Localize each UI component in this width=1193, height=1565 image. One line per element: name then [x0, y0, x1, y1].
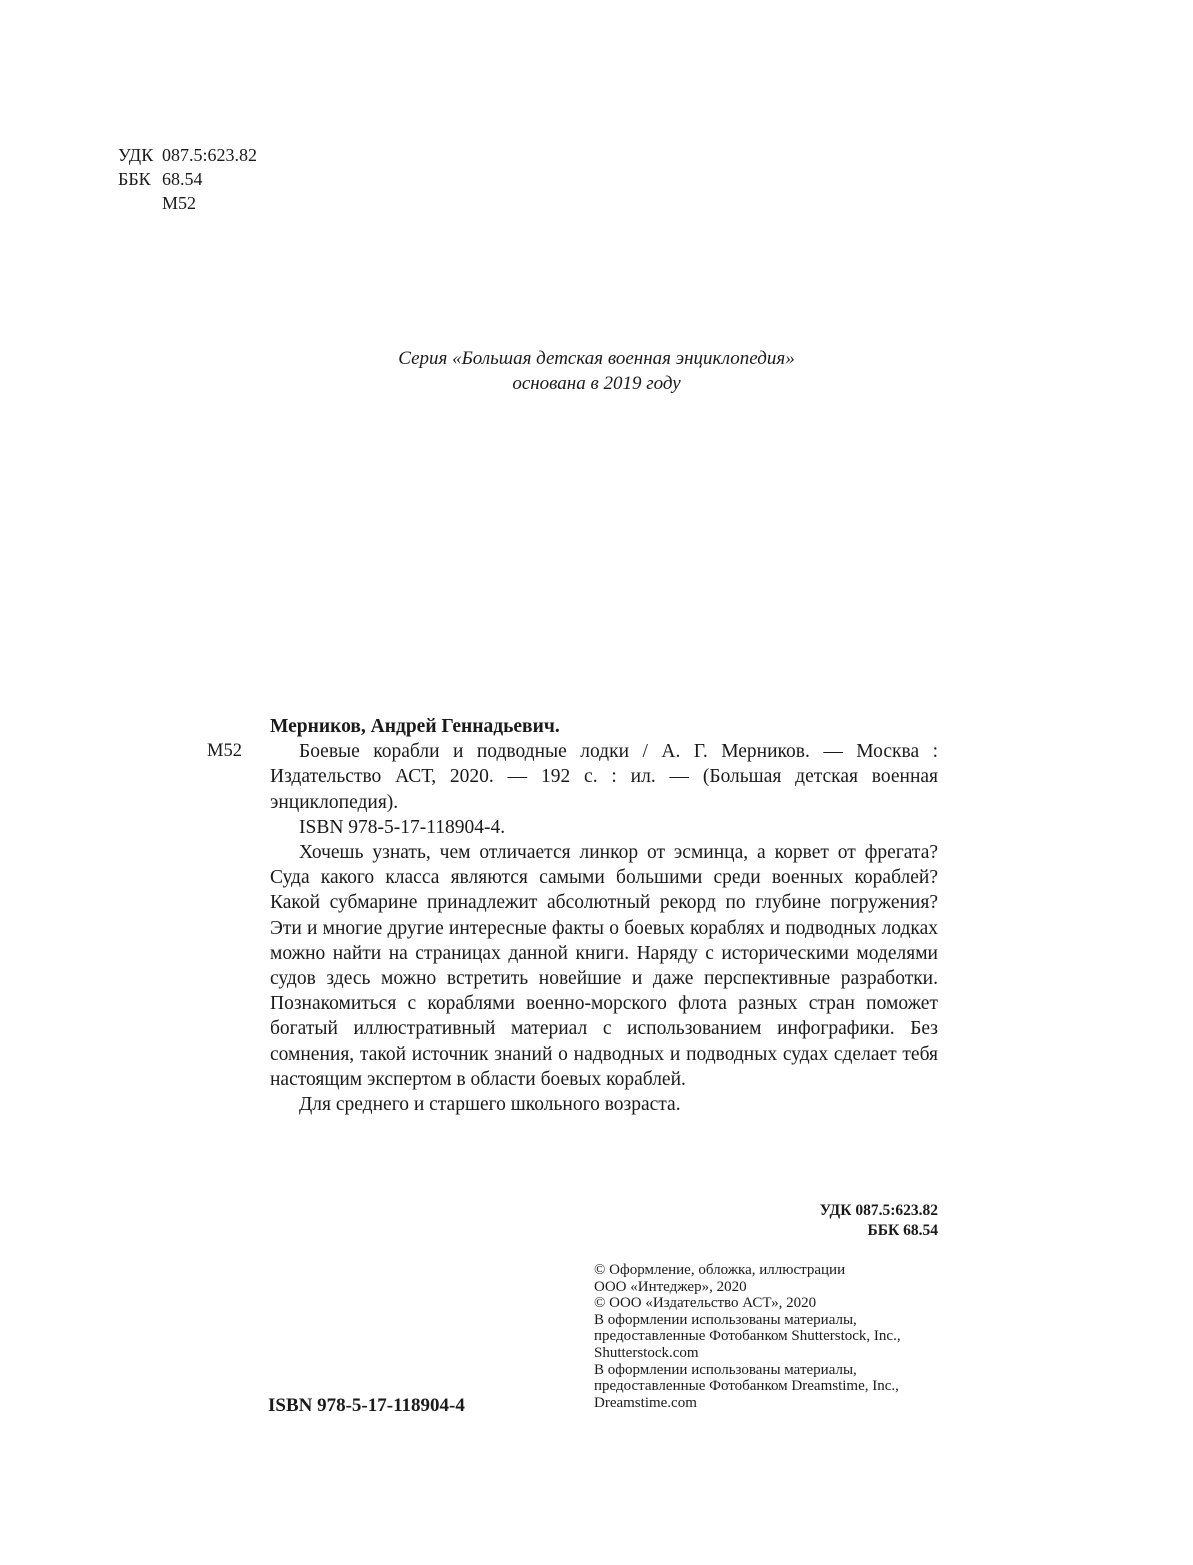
bbk-value: 68.54	[162, 169, 203, 189]
copyright-line: Shutterstock.com	[594, 1344, 699, 1361]
udk-value: 087.5:623.82	[162, 145, 258, 165]
udk-top-line	[118, 143, 257, 167]
isbn-bottom: ISBN 978-5-17-118904-4	[268, 1395, 465, 1416]
series-line-2: основана в 2019 году	[512, 373, 681, 394]
bbk-label: ББК	[118, 169, 151, 189]
copyright-block	[594, 1262, 954, 1411]
copyright-line: предоставленные Фотобанком Shutterstock, Inc.,	[594, 1328, 901, 1345]
bibliographic-record	[270, 714, 938, 1117]
copyright-line: ООО «Интеджер», 2020	[594, 1278, 747, 1295]
copyright-line: В оформлении использованы материалы,	[594, 1311, 857, 1328]
copyright-line: предоставленные Фотобанком Dreamstime, Inc.,	[594, 1378, 899, 1395]
author-mark-left: М52	[207, 741, 242, 761]
udk-label: УДК	[118, 145, 154, 165]
record-description: Боевые корабли и подводные лодки / А. Г. Мерников. — Москва : Издательство АСТ, 2020. — 192 с. : ил. — (Большая детская военная энциклопедия).	[270, 741, 938, 813]
bbk-top-line	[118, 167, 203, 191]
series-line-1: Серия «Большая детская военная энциклопедия»	[398, 348, 795, 369]
author-mark-top: М52	[162, 193, 197, 213]
copyright-line: В оформлении использованы материалы,	[594, 1361, 857, 1378]
bbk-bottom: ББК 68.54	[867, 1222, 938, 1239]
author-heading: Мерников, Андрей Геннадьевич.	[270, 716, 560, 737]
audience-note: Для среднего и старшего школьного возраста.	[299, 1094, 681, 1116]
copyright-line: © ООО «Издательство АСТ», 2020	[594, 1295, 817, 1312]
copyright-line: © Оформление, обложка, иллюстрации	[594, 1262, 846, 1278]
annotation: Хочешь узнать, чем отличается линкор от эсминца, а корвет от фрегата? Суда какого класса являются самыми большими среди военных кораблей? Какой субмарине принадлежит абсолютный рекорд по глубине погружения? Эти и многие другие интересные факты о боевых кораблях и подводных лодках можно найти на страницах данной книги. Наряду с историческими моделями судов здесь можно встретить новейшие и даже перспективные разработки. Познакомиться с кораблями военно-морского флота разных стран поможет богатый иллюстративный материал с использованием инфографики. Без сомнения, такой источник знаний о надводных и подводных судах сделает тебя настоящим экспертом в области боевых кораблей.	[270, 842, 938, 1090]
copyright-line: Dreamstime.com	[594, 1394, 697, 1411]
record-isbn: ISBN 978-5-17-118904-4.	[299, 816, 506, 838]
udk-bottom: УДК 087.5:623.82	[819, 1202, 938, 1219]
